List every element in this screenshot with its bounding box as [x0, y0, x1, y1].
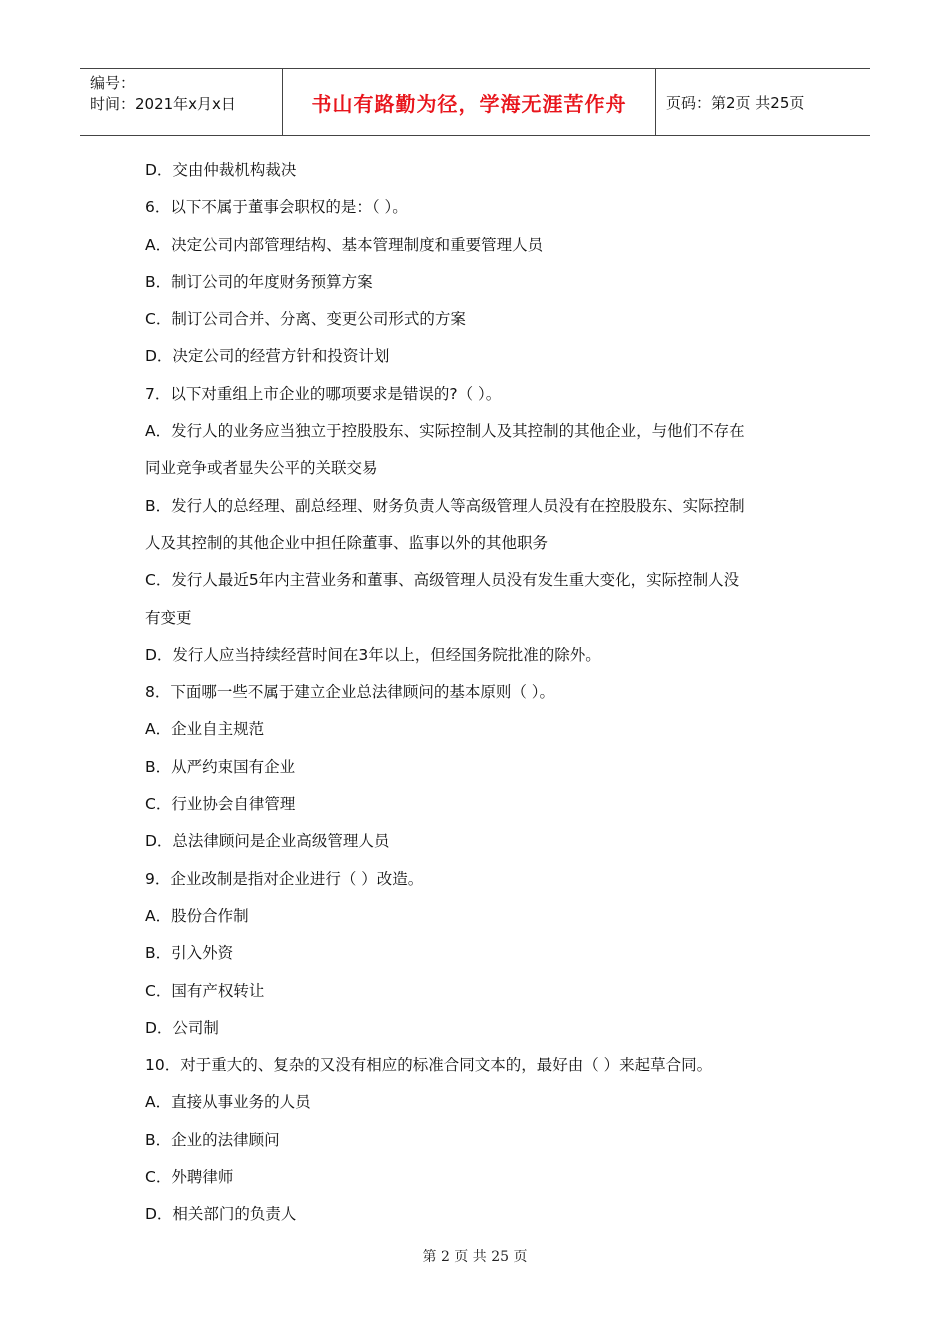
text-line: C．发行人最近5年内主营业务和董事、高级管理人员没有发生重大变化，实际控制人没 — [145, 571, 740, 590]
text-line: 8．下面哪一些不属于建立企业总法律顾问的基本原则（ ）。 — [145, 683, 556, 702]
text-line: C．国有产权转让 — [145, 981, 265, 1000]
text-line: D．交由仲裁机构裁决 — [145, 161, 297, 179]
text-line: A．直接从事业务的人员 — [145, 1093, 311, 1112]
header-meta — [80, 69, 282, 135]
text-line: D．决定公司的经营方针和投资计划 — [145, 347, 390, 366]
text-line: A．发行人的业务应当独立于控股股东、实际控制人及其控制的其他企业，与他们不存在 — [145, 422, 745, 441]
serial-label: 编号： — [90, 74, 136, 92]
text-line: 人及其控制的其他企业中担任除董事、监事以外的其他职务 — [145, 533, 549, 552]
header-page-info: 页码：第2页 共25页 — [666, 93, 805, 112]
time-label: 时间：2021年x月x日 — [90, 95, 236, 113]
text-line: C．制订公司合并、分离、变更公司形式的方案 — [145, 310, 466, 329]
text-line: B．发行人的总经理、副总经理、财务负责人等高级管理人员没有在控股股东、实际控制 — [145, 496, 745, 515]
page-header — [80, 68, 870, 136]
header-motto: 书山有路勤为径，学海无涯苦作舟 — [282, 69, 656, 135]
text-line: B．从严约束国有企业 — [145, 757, 296, 776]
text-line: A．股份合作制 — [145, 906, 249, 925]
text-line: 6．以下不属于董事会职权的是：（ ）。 — [145, 198, 408, 217]
page-footer: 第 2 页 共 25 页 — [422, 1249, 528, 1265]
text-line: B．企业的法律顾问 — [145, 1130, 280, 1149]
text-line: D．发行人应当持续经营时间在3年以上，但经国务院批准的除外。 — [145, 645, 601, 664]
text-line: B．引入外资 — [145, 944, 234, 963]
text-line: 同业竞争或者显失公平的关联交易 — [145, 459, 378, 478]
text-line: A．企业自主规范 — [145, 720, 265, 739]
document-body — [145, 152, 805, 1234]
text-line: C．外聘律师 — [145, 1168, 234, 1187]
text-line: D．总法律顾问是企业高级管理人员 — [145, 832, 390, 851]
text-line: D．相关部门的负责人 — [145, 1205, 297, 1224]
text-line: C．行业协会自律管理 — [145, 795, 296, 814]
text-line: B．制订公司的年度财务预算方案 — [145, 272, 373, 291]
text-line: 7．以下对重组上市企业的哪项要求是错误的?（ ）。 — [145, 384, 502, 403]
text-line: A．决定公司内部管理结构、基本管理制度和重要管理人员 — [145, 235, 544, 254]
text-line: D．公司制 — [145, 1018, 219, 1037]
text-line: 有变更 — [145, 608, 192, 627]
text-line: 9．企业改制是指对企业进行（ ）改造。 — [145, 869, 424, 888]
text-line: 10．对于重大的、复杂的又没有相应的标准合同文本的，最好由（ ）来起草合同。 — [145, 1056, 713, 1075]
